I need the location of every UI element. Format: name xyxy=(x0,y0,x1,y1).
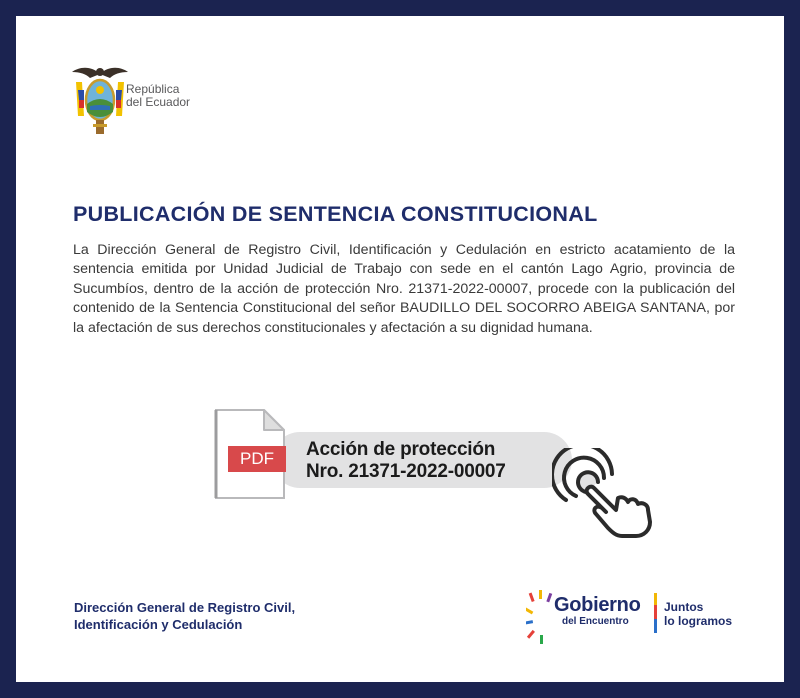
republic-wordmark xyxy=(126,83,190,109)
document-title[interactable] xyxy=(306,439,506,483)
organization-line-2: Identificación y Cedulación xyxy=(74,617,243,632)
pdf-label: PDF xyxy=(228,446,286,472)
document-title-line-1[interactable]: Acción de protección xyxy=(306,439,496,460)
republic-line-2: del Ecuador xyxy=(126,95,191,109)
gobierno-del-encuentro-logo xyxy=(526,587,756,647)
republic-line-1: República xyxy=(126,82,180,96)
publication-card xyxy=(16,16,784,682)
ecuador-coat-of-arms-icon xyxy=(70,60,130,138)
motto-line-1: Juntos xyxy=(664,600,704,614)
organization-line-1: Dirección General de Registro Civil, xyxy=(74,600,296,615)
sentence-document-link[interactable] xyxy=(212,406,652,526)
click-hand-icon xyxy=(552,448,662,540)
body-paragraph: La Dirección General de Registro Civil, Identificación y Cedulación en estricto acatamiento de la sentencia emitida por Unidad Judicial de Trabajo con sede en el cantón Lago Agrio, provincia de Sucumbíos, dentro de la acción de protección Nro. 21371-2022-00007, procede con la publicación del contenido de la Sentencia Constitucional del señor BAUDILLO DEL SOCORRO ABEIGA SANTANA, por la afectación de sus derechos constitucionales y afectación a su dignidad humana. xyxy=(73,242,735,336)
logo-divider xyxy=(654,593,657,633)
document-title-line-2[interactable]: Nro. 21371-2022-00007 xyxy=(306,461,506,482)
issuing-organization xyxy=(74,599,295,633)
gov-subtitle: del Encuentro xyxy=(562,616,629,627)
motto-line-2: lo logramos xyxy=(664,614,733,628)
gov-name: Gobierno xyxy=(554,594,641,616)
gov-motto xyxy=(664,600,732,628)
starburst-icon xyxy=(526,587,556,647)
page-title: PUBLICACIÓN DE SENTENCIA CONSTITUCIONAL xyxy=(73,202,598,226)
